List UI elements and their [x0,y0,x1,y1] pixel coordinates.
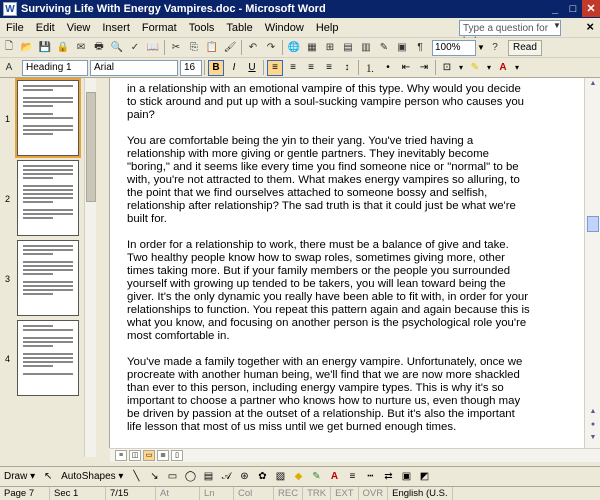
view-buttons [115,450,185,461]
paste-icon[interactable]: 📋 [205,42,219,53]
open-icon[interactable]: 📂 [20,42,34,53]
menu-file[interactable]: File [6,21,24,34]
normal-view-icon[interactable]: ≡ [115,450,127,461]
thumbnail-scrollbar[interactable] [84,78,96,457]
line-icon[interactable]: ╲ [133,471,140,482]
highlight-dropdown-icon[interactable]: ▾ [486,63,491,72]
border-icon[interactable]: ⊡ [442,62,452,73]
print-preview-icon[interactable]: 🔍 [110,42,124,53]
status-section: Sec 1 [50,487,106,500]
tables-borders-icon[interactable]: ▦ [307,42,317,53]
show-hide-icon[interactable]: ¶ [417,42,423,53]
zoom-dropdown-icon[interactable]: ▼ [477,43,485,52]
status-position: 7/15 [106,487,156,500]
menu-edit[interactable]: Edit [35,21,55,34]
insert-excel-icon[interactable]: ▤ [343,42,353,53]
3d-style-icon[interactable]: ◩ [419,471,430,482]
toolbar-separator [204,60,205,75]
select-objects-icon[interactable]: ↖ [43,471,53,482]
align-center-icon[interactable]: ≡ [290,62,296,73]
next-page-icon[interactable]: ▼ [589,434,597,441]
doc-paragraph: You are comfortable being the yin to their yang. You've tried having a relationship with more giving or gentle partners. They inevitably become "boring," and it seems like every time you find someone nice or "normal" to be with, you're not attracted to them. What makes energy vampires so alluring, to the point that we find ourselves attached to someone bossy and selfish, relationship after relationship? The sad truth is that it could just be what we're built for. [127,135,520,225]
save-icon[interactable]: 💾 [38,42,52,53]
thumbnail-page-number: 4 [5,354,11,364]
font-select[interactable]: Arial [90,60,178,76]
highlight-icon[interactable]: ✎ [470,62,480,73]
close-window-button[interactable]: ✕ [582,0,600,17]
vertical-ruler [96,78,110,448]
numbering-icon[interactable]: ⒈ [365,64,375,75]
clip-art-icon[interactable]: ✿ [258,471,267,482]
toolbar-separator [164,40,165,55]
status-ovr[interactable]: OVR [359,487,389,500]
document-close-button[interactable]: × [586,19,594,34]
underline-button[interactable]: U [248,62,256,73]
align-right-icon[interactable]: ≡ [308,62,314,73]
web-layout-icon[interactable]: ◫ [129,450,141,461]
status-rec[interactable]: REC [274,487,303,500]
draw-font-color-icon[interactable]: A [330,471,339,482]
draw-menu-button[interactable]: Draw ▾ [4,471,36,482]
horizontal-scrollbar[interactable] [110,448,600,462]
scroll-thumb[interactable] [587,216,599,232]
spelling-icon[interactable]: ✓ [130,42,140,53]
standard-toolbar [0,38,600,58]
thumbnail-page-number: 3 [5,274,11,284]
font-color-dropdown-icon[interactable]: ▾ [514,63,519,72]
undo-icon[interactable]: ↶ [248,42,258,53]
thumbnail-page-number: 2 [5,194,11,204]
minimize-button[interactable]: _ [551,2,559,15]
menu-bar [0,18,600,38]
thumbnail-page-1[interactable] [17,80,79,156]
menu-help[interactable]: Help [315,21,339,34]
menu-view[interactable]: View [66,21,91,34]
previous-page-icon[interactable]: ▲ [589,408,597,415]
permission-icon[interactable]: 🔒 [56,42,70,53]
doc-paragraph: in a relationship with an emotional vampire of this type. Why would you decide to stick around and put up with a soul-sucking vampire person who causes you pain? [127,83,524,121]
picture-icon[interactable]: ▧ [275,471,286,482]
text-box-icon[interactable]: ▤ [203,471,214,482]
print-icon[interactable]: 🖶 [94,41,104,52]
styles-formatting-icon[interactable]: A [5,62,13,73]
menu-tools[interactable]: Tools [188,21,215,34]
line-style-icon[interactable]: ≡ [349,471,356,482]
redo-icon[interactable]: ↷ [266,42,276,53]
font-size-select[interactable]: 16 [180,60,202,76]
hyperlink-icon[interactable]: 🌐 [287,42,301,53]
help-question-input[interactable]: Type a question for [459,20,561,36]
toolbar-separator [241,40,242,55]
italic-button[interactable]: I [232,62,236,73]
diagram-icon[interactable]: ⊛ [240,471,249,482]
thumbnail-page-2[interactable] [17,160,79,236]
status-trk[interactable]: TRK [303,487,331,500]
bullets-icon[interactable]: • [386,62,390,73]
decrease-indent-icon[interactable]: ⇤ [401,62,411,73]
shadow-style-icon[interactable]: ▣ [401,471,412,482]
cut-icon[interactable]: ✂ [171,42,181,53]
maximize-button[interactable]: □ [569,2,577,15]
status-line: Ln [200,487,234,500]
format-painter-icon[interactable]: 🖌 [223,42,237,53]
document-area[interactable] [110,78,584,448]
dash-style-icon[interactable]: ┅ [367,471,374,482]
status-bar [0,486,600,500]
research-icon[interactable]: 📖 [146,42,160,53]
autoshapes-menu-button[interactable]: AutoShapes ▾ [61,471,124,482]
fill-color-icon[interactable]: ◆ [294,471,303,482]
zoom-select[interactable]: 100% [432,40,476,56]
line-color-icon[interactable]: ✎ [312,471,321,482]
font-color-icon[interactable]: A [499,62,507,73]
border-dropdown-icon[interactable]: ▾ [458,63,463,72]
help-dropdown-icon[interactable]: ▼ [553,21,561,30]
style-select[interactable]: Heading 1 [22,60,88,76]
window-controls [546,0,600,17]
thumbnail-pane [0,78,96,457]
increase-indent-icon[interactable]: ⇥ [419,62,429,73]
oval-icon[interactable]: ◯ [184,471,197,482]
thumbnail-page-3[interactable] [17,240,79,316]
window-title: Surviving Life With Energy Vampires.doc - Microsoft Word [21,3,326,15]
menu-window[interactable]: Window [264,21,304,34]
email-icon[interactable]: ✉ [76,42,86,53]
align-left-icon[interactable]: ≡ [267,60,283,76]
menu-format[interactable]: Format [141,21,177,34]
arrow-style-icon[interactable]: ⇄ [384,471,393,482]
new-document-icon[interactable]: 🗋 [4,41,14,52]
drawing-icon[interactable]: ✎ [379,42,389,53]
rectangle-icon[interactable]: ▭ [167,471,178,482]
title-bar [0,0,600,18]
help-icon[interactable]: ? [492,42,498,53]
toolbar-separator [358,60,359,75]
copy-icon[interactable]: ⎘ [190,42,198,53]
status-page: Page 7 [0,487,50,500]
doc-paragraph: In order for a relationship to work, there must be a balance of give and take. Two healthy people know how to swap roles, sometimes giving more, other times taking more. But if your family members or the people you surrounded yourself with growing up tended to be takers, you will lean toward being the giver. It's the only dynamic you really have been able to fit with, in order for your relationships to function. You repeat this pattern again and again because this is what you know, and focusing on another person is the psychological role you're most comfortable in. [127,239,530,342]
doc-paragraph: You've made a family together with an energy vampire. Unfortunately, once we procreate with another human being, we'll find that we are now more shackled than ever to this person, including energy vampire types. This is why it's so important to choose a partner who knows how to nurture us, even though may be driven by passion at the outset of a relationship. But it's also the important life lesson that most of us miss until we get burned enough times. [127,356,523,433]
menu-insert[interactable]: Insert [102,21,130,34]
status-at: At [156,487,200,500]
formatting-toolbar [0,58,600,78]
vertical-scrollbar[interactable] [584,78,600,448]
document-map-icon[interactable]: ▣ [397,42,407,53]
status-column: Col [234,487,274,500]
menu-table[interactable]: Table [226,21,253,34]
thumbnail-page-4[interactable] [17,320,79,396]
reading-layout-icon[interactable]: ▯ [171,450,183,461]
justify-icon[interactable]: ≡ [326,62,332,73]
bold-button[interactable]: B [208,60,224,76]
arrow-icon[interactable]: ↘ [150,471,159,482]
insert-table-icon[interactable]: ⊞ [325,42,335,53]
print-layout-icon[interactable]: ▭ [143,450,155,461]
thumbnail-page-number: 1 [5,114,11,124]
toolbar-separator [282,40,283,55]
wordart-icon[interactable]: 𝒜 [221,471,232,482]
document-body[interactable] [127,83,531,448]
outline-view-icon[interactable]: ≣ [157,450,169,461]
read-button[interactable]: Read [508,40,542,56]
drawing-toolbar [0,466,600,486]
word-app-icon[interactable]: W [3,2,17,16]
scroll-up-icon[interactable]: ▲ [589,80,597,87]
browse-object-icon[interactable]: ● [590,421,596,428]
toolbar-separator [263,60,264,75]
status-ext[interactable]: EXT [331,487,358,500]
line-spacing-icon[interactable]: ↕ [344,62,350,73]
status-language: English (U.S. [388,487,452,500]
toolbar-separator [435,60,436,75]
thumbnail-scroll-thumb[interactable] [86,92,96,202]
columns-icon[interactable]: ▥ [361,42,371,53]
